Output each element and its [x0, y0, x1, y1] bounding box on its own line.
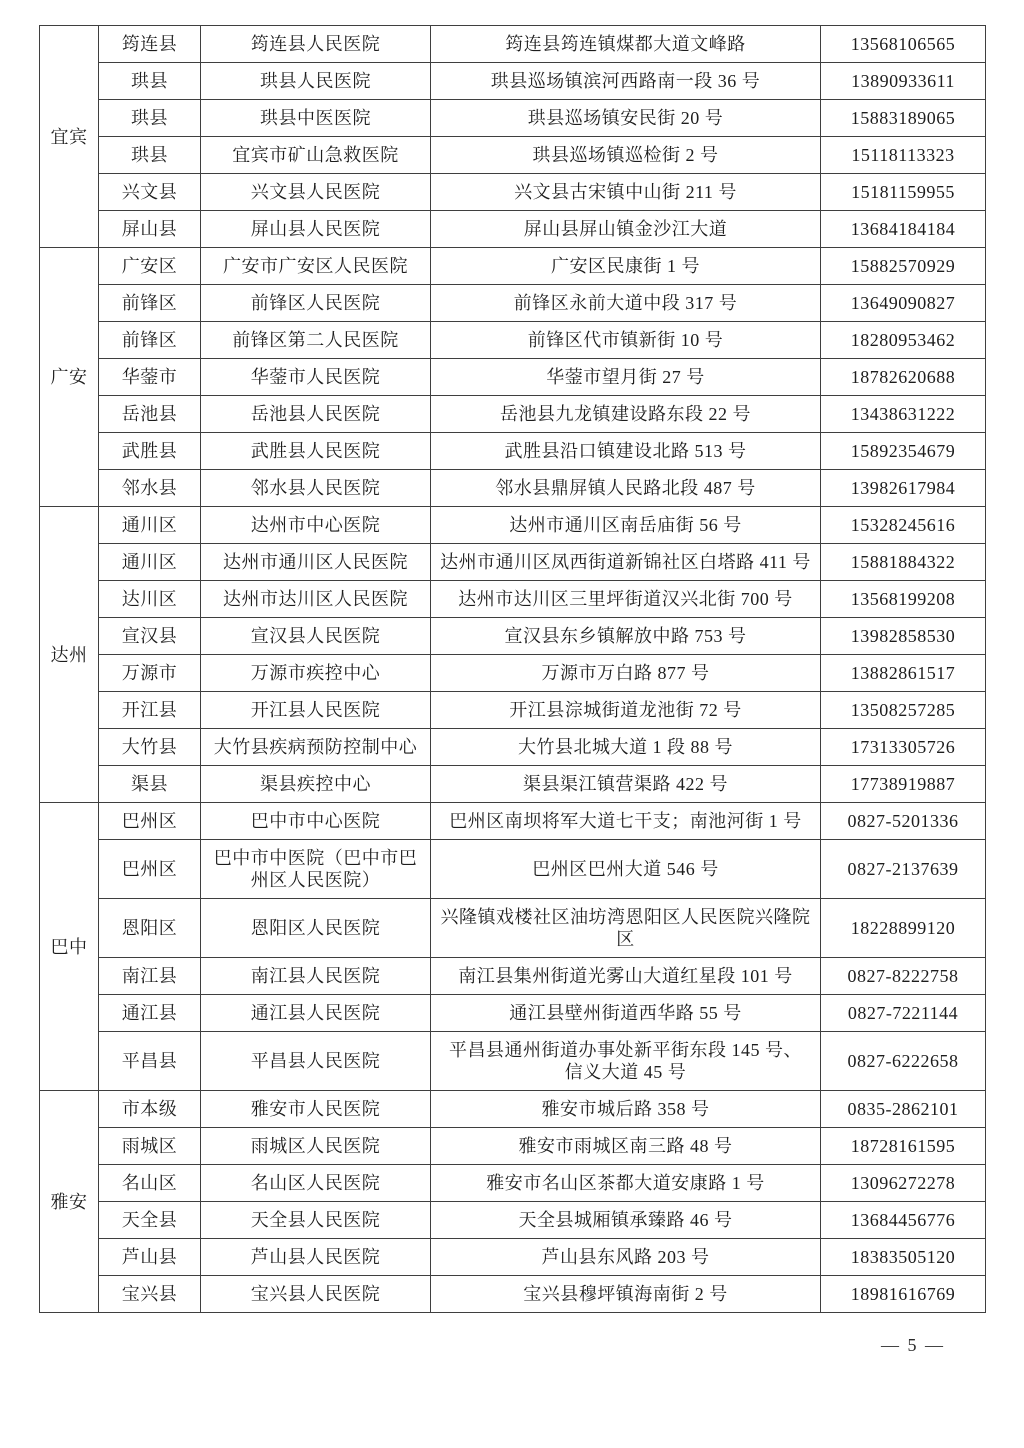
address-cell: 珙县巡场镇滨河西路南一段 36 号: [431, 63, 821, 100]
hospital-cell: 雅安市人民医院: [201, 1091, 431, 1128]
city-cell: 巴中: [40, 803, 99, 1091]
address-cell: 巴州区南坝将军大道七干支；南池河街 1 号: [431, 803, 821, 840]
address-cell: 达州市达川区三里坪街道汉兴北街 700 号: [431, 581, 821, 618]
district-cell: 大竹县: [99, 729, 201, 766]
table-row: [40, 507, 986, 544]
hospital-table-body: [40, 26, 986, 1313]
hospital-cell: 岳池县人民医院: [201, 396, 431, 433]
district-cell: 兴文县: [99, 174, 201, 211]
table-row: [40, 995, 986, 1032]
phone-cell: 18383505120: [821, 1239, 986, 1276]
district-cell: 巴州区: [99, 840, 201, 899]
district-cell: 达川区: [99, 581, 201, 618]
address-cell: 广安区民康街 1 号: [431, 248, 821, 285]
district-cell: 巴州区: [99, 803, 201, 840]
hospital-cell: 天全县人民医院: [201, 1202, 431, 1239]
hospital-cell: 巴中市中医院（巴中市巴州区人民医院）: [201, 840, 431, 899]
address-cell: 雅安市城后路 358 号: [431, 1091, 821, 1128]
table-row: [40, 137, 986, 174]
table-row: [40, 1202, 986, 1239]
address-cell: 珙县巡场镇安民街 20 号: [431, 100, 821, 137]
district-cell: 前锋区: [99, 285, 201, 322]
phone-cell: 13568106565: [821, 26, 986, 63]
table-row: [40, 803, 986, 840]
district-cell: 邻水县: [99, 470, 201, 507]
address-cell: 万源市万白路 877 号: [431, 655, 821, 692]
district-cell: 筠连县: [99, 26, 201, 63]
district-cell: 岳池县: [99, 396, 201, 433]
address-cell: 开江县淙城街道龙池街 72 号: [431, 692, 821, 729]
phone-cell: 0835-2862101: [821, 1091, 986, 1128]
phone-cell: 18228899120: [821, 899, 986, 958]
district-cell: 屏山县: [99, 211, 201, 248]
district-cell: 前锋区: [99, 322, 201, 359]
phone-cell: 13568199208: [821, 581, 986, 618]
phone-cell: 18782620688: [821, 359, 986, 396]
table-row: [40, 1165, 986, 1202]
district-cell: 珙县: [99, 100, 201, 137]
address-cell: 前锋区永前大道中段 317 号: [431, 285, 821, 322]
table-row: [40, 322, 986, 359]
address-cell: 雅安市雨城区南三路 48 号: [431, 1128, 821, 1165]
phone-cell: 18981616769: [821, 1276, 986, 1313]
table-row: [40, 840, 986, 899]
address-cell: 武胜县沿口镇建设北路 513 号: [431, 433, 821, 470]
district-cell: 南江县: [99, 958, 201, 995]
city-cell: 宜宾: [40, 26, 99, 248]
table-row: [40, 63, 986, 100]
address-cell: 岳池县九龙镇建设路东段 22 号: [431, 396, 821, 433]
phone-cell: 18280953462: [821, 322, 986, 359]
address-cell: 筠连县筠连镇煤都大道文峰路: [431, 26, 821, 63]
district-cell: 宝兴县: [99, 1276, 201, 1313]
hospital-cell: 前锋区人民医院: [201, 285, 431, 322]
address-cell: 平昌县通州街道办事处新平街东段 145 号、信义大道 45 号: [431, 1032, 821, 1091]
hospital-cell: 邻水县人民医院: [201, 470, 431, 507]
hospital-cell: 通江县人民医院: [201, 995, 431, 1032]
district-cell: 渠县: [99, 766, 201, 803]
district-cell: 平昌县: [99, 1032, 201, 1091]
address-cell: 华蓥市望月街 27 号: [431, 359, 821, 396]
phone-cell: 0827-7221144: [821, 995, 986, 1032]
table-row: [40, 433, 986, 470]
phone-cell: 13684184184: [821, 211, 986, 248]
district-cell: 通川区: [99, 544, 201, 581]
hospital-cell: 芦山县人民医院: [201, 1239, 431, 1276]
phone-cell: 13890933611: [821, 63, 986, 100]
district-cell: 开江县: [99, 692, 201, 729]
hospital-cell: 达州市通川区人民医院: [201, 544, 431, 581]
hospital-cell: 南江县人民医院: [201, 958, 431, 995]
hospital-cell: 达州市中心医院: [201, 507, 431, 544]
hospital-cell: 广安市广安区人民医院: [201, 248, 431, 285]
table-row: [40, 544, 986, 581]
address-cell: 邻水县鼎屏镇人民路北段 487 号: [431, 470, 821, 507]
address-cell: 兴文县古宋镇中山街 211 号: [431, 174, 821, 211]
district-cell: 雨城区: [99, 1128, 201, 1165]
phone-cell: 15882570929: [821, 248, 986, 285]
address-cell: 达州市通川区南岳庙街 56 号: [431, 507, 821, 544]
address-cell: 雅安市名山区茶都大道安康路 1 号: [431, 1165, 821, 1202]
phone-cell: 15118113323: [821, 137, 986, 174]
table-row: [40, 359, 986, 396]
district-cell: 通川区: [99, 507, 201, 544]
address-cell: 通江县壁州街道西华路 55 号: [431, 995, 821, 1032]
hospital-cell: 万源市疾控中心: [201, 655, 431, 692]
table-row: [40, 285, 986, 322]
address-cell: 天全县城厢镇承臻路 46 号: [431, 1202, 821, 1239]
hospital-cell: 珙县中医医院: [201, 100, 431, 137]
hospital-cell: 宣汉县人民医院: [201, 618, 431, 655]
district-cell: 市本级: [99, 1091, 201, 1128]
address-cell: 宝兴县穆坪镇海南街 2 号: [431, 1276, 821, 1313]
hospital-cell: 开江县人民医院: [201, 692, 431, 729]
district-cell: 恩阳区: [99, 899, 201, 958]
hospital-cell: 恩阳区人民医院: [201, 899, 431, 958]
address-cell: 大竹县北城大道 1 段 88 号: [431, 729, 821, 766]
district-cell: 武胜县: [99, 433, 201, 470]
address-cell: 兴隆镇戏楼社区油坊湾恩阳区人民医院兴隆院区: [431, 899, 821, 958]
table-row: [40, 248, 986, 285]
city-cell: 达州: [40, 507, 99, 803]
table-row: [40, 729, 986, 766]
phone-cell: 17738919887: [821, 766, 986, 803]
table-row: [40, 1128, 986, 1165]
address-cell: 珙县巡场镇巡检街 2 号: [431, 137, 821, 174]
hospital-cell: 宝兴县人民医院: [201, 1276, 431, 1313]
phone-cell: 13649090827: [821, 285, 986, 322]
district-cell: 名山区: [99, 1165, 201, 1202]
hospital-cell: 华蓥市人民医院: [201, 359, 431, 396]
phone-cell: 13982617984: [821, 470, 986, 507]
city-cell: 广安: [40, 248, 99, 507]
phone-cell: 13438631222: [821, 396, 986, 433]
hospital-cell: 前锋区第二人民医院: [201, 322, 431, 359]
hospital-contact-table: [39, 25, 986, 1313]
table-row: [40, 211, 986, 248]
hospital-cell: 珙县人民医院: [201, 63, 431, 100]
hospital-cell: 宜宾市矿山急救医院: [201, 137, 431, 174]
table-row: [40, 618, 986, 655]
table-row: [40, 766, 986, 803]
phone-cell: 15328245616: [821, 507, 986, 544]
phone-cell: 18728161595: [821, 1128, 986, 1165]
table-row: [40, 1091, 986, 1128]
table-row: [40, 958, 986, 995]
phone-cell: 13508257285: [821, 692, 986, 729]
address-cell: 南江县集州街道光雾山大道红星段 101 号: [431, 958, 821, 995]
table-row: [40, 1276, 986, 1313]
hospital-cell: 屏山县人民医院: [201, 211, 431, 248]
table-row: [40, 899, 986, 958]
hospital-cell: 渠县疾控中心: [201, 766, 431, 803]
address-cell: 宣汉县东乡镇解放中路 753 号: [431, 618, 821, 655]
district-cell: 天全县: [99, 1202, 201, 1239]
phone-cell: 15883189065: [821, 100, 986, 137]
city-cell: 雅安: [40, 1091, 99, 1313]
phone-cell: 0827-6222658: [821, 1032, 986, 1091]
hospital-cell: 筠连县人民医院: [201, 26, 431, 63]
address-cell: 达州市通川区凤西街道新锦社区白塔路 411 号: [431, 544, 821, 581]
table-row: [40, 470, 986, 507]
table-row: [40, 1239, 986, 1276]
district-cell: 广安区: [99, 248, 201, 285]
district-cell: 芦山县: [99, 1239, 201, 1276]
phone-cell: 0827-5201336: [821, 803, 986, 840]
table-row: [40, 655, 986, 692]
phone-cell: 13096272278: [821, 1165, 986, 1202]
document-page: [39, 25, 986, 1313]
district-cell: 珙县: [99, 63, 201, 100]
hospital-cell: 名山区人民医院: [201, 1165, 431, 1202]
district-cell: 珙县: [99, 137, 201, 174]
hospital-cell: 大竹县疾病预防控制中心: [201, 729, 431, 766]
district-cell: 万源市: [99, 655, 201, 692]
phone-cell: 15892354679: [821, 433, 986, 470]
phone-cell: 15881884322: [821, 544, 986, 581]
table-row: [40, 100, 986, 137]
district-cell: 华蓥市: [99, 359, 201, 396]
phone-cell: 13882861517: [821, 655, 986, 692]
phone-cell: 15181159955: [821, 174, 986, 211]
table-row: [40, 581, 986, 618]
address-cell: 前锋区代市镇新街 10 号: [431, 322, 821, 359]
district-cell: 通江县: [99, 995, 201, 1032]
table-row: [40, 26, 986, 63]
hospital-cell: 达州市达川区人民医院: [201, 581, 431, 618]
page-number: — 5 —: [881, 1335, 945, 1355]
hospital-cell: 巴中市中心医院: [201, 803, 431, 840]
table-row: [40, 692, 986, 729]
address-cell: 渠县渠江镇营渠路 422 号: [431, 766, 821, 803]
address-cell: 屏山县屏山镇金沙江大道: [431, 211, 821, 248]
phone-cell: 17313305726: [821, 729, 986, 766]
hospital-cell: 平昌县人民医院: [201, 1032, 431, 1091]
phone-cell: 13684456776: [821, 1202, 986, 1239]
phone-cell: 13982858530: [821, 618, 986, 655]
table-row: [40, 396, 986, 433]
phone-cell: 0827-8222758: [821, 958, 986, 995]
district-cell: 宣汉县: [99, 618, 201, 655]
table-row: [40, 174, 986, 211]
table-row: [40, 1032, 986, 1091]
address-cell: 巴州区巴州大道 546 号: [431, 840, 821, 899]
phone-cell: 0827-2137639: [821, 840, 986, 899]
hospital-cell: 武胜县人民医院: [201, 433, 431, 470]
hospital-cell: 雨城区人民医院: [201, 1128, 431, 1165]
address-cell: 芦山县东风路 203 号: [431, 1239, 821, 1276]
hospital-cell: 兴文县人民医院: [201, 174, 431, 211]
